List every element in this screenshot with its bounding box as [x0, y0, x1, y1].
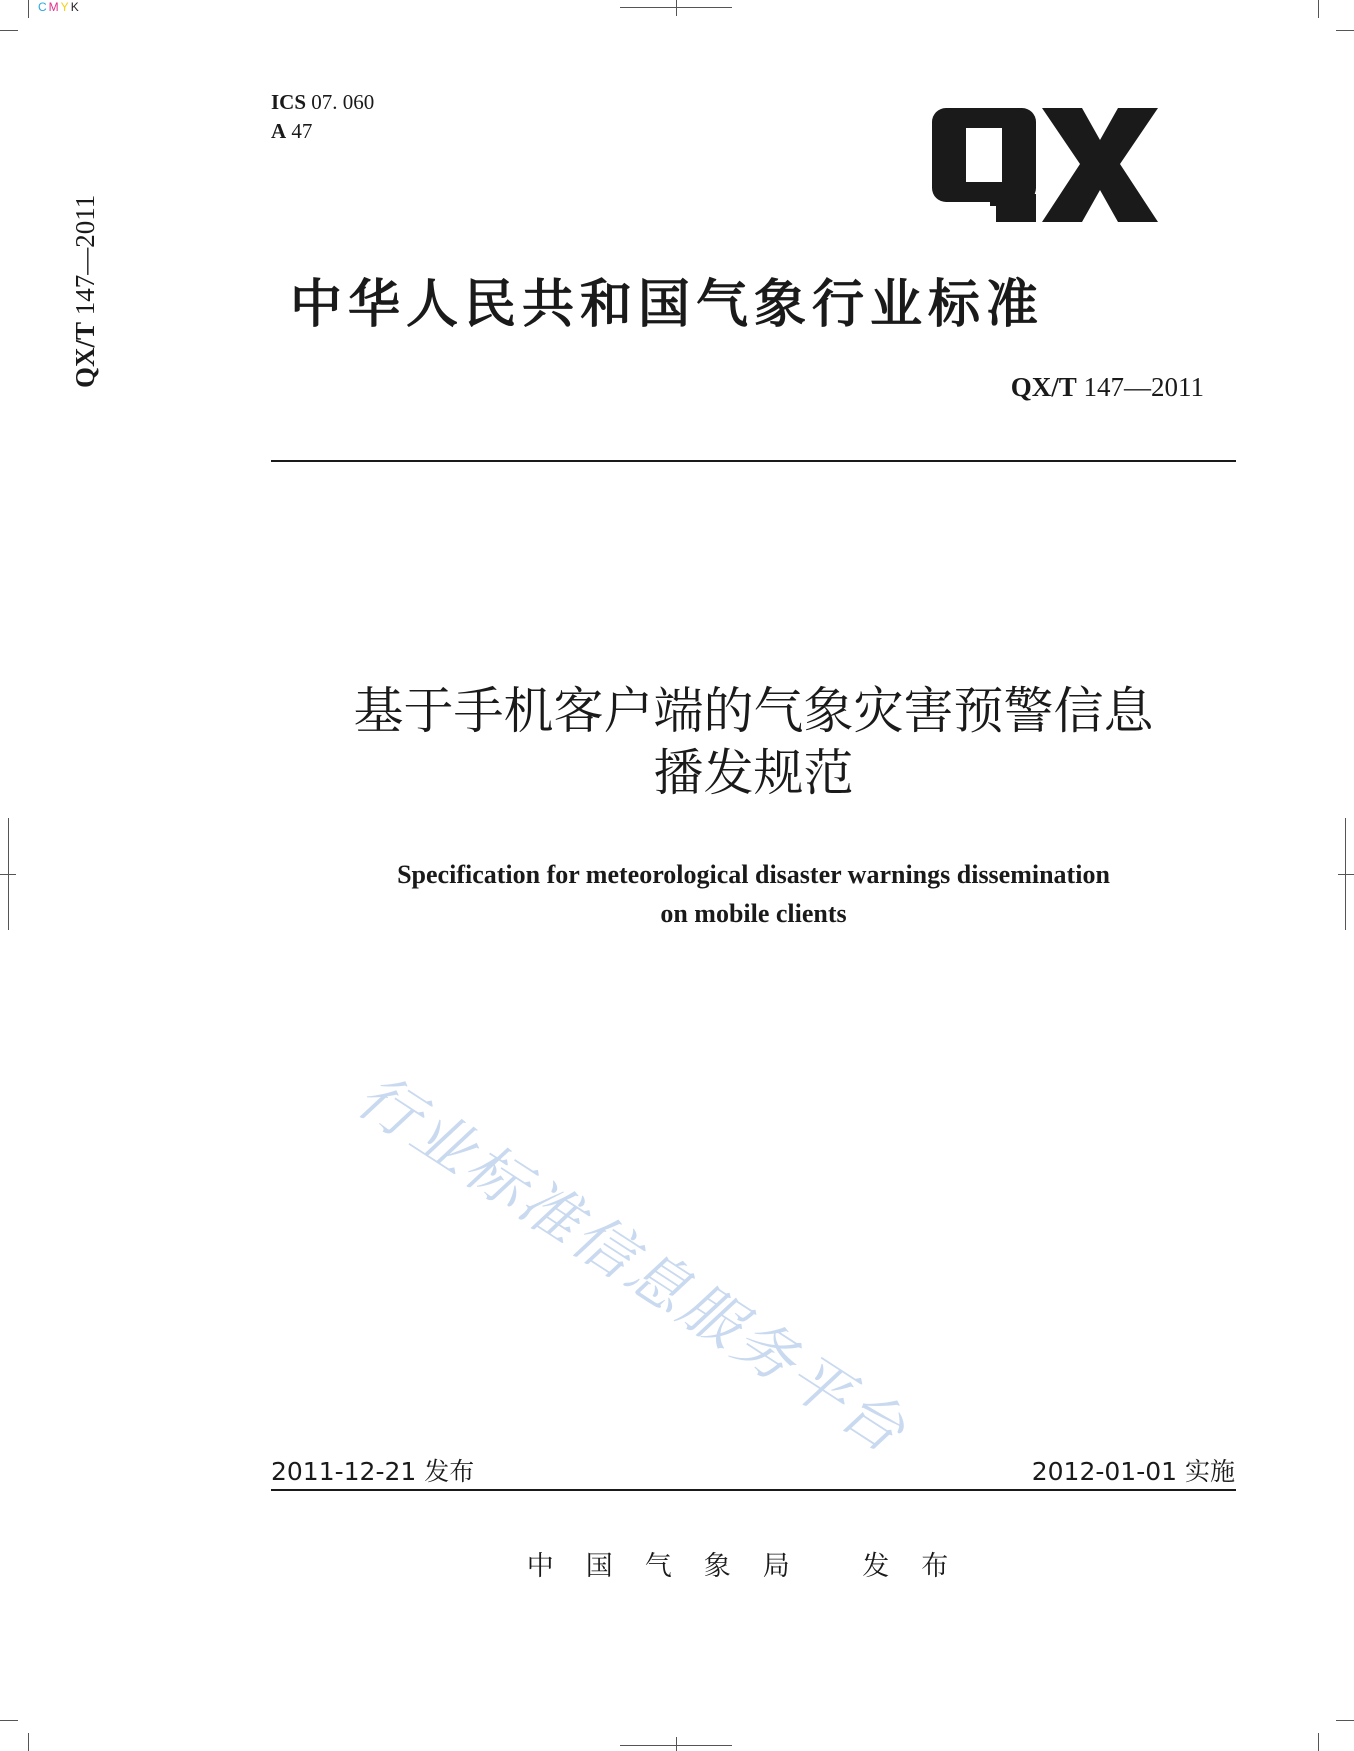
- issue-date: 2011-12-21 发布: [271, 1457, 475, 1486]
- crop-mark: [0, 30, 18, 31]
- category-label: A: [271, 119, 287, 143]
- crop-mark: [1318, 0, 1319, 18]
- cmyk-y: Y: [60, 0, 71, 14]
- standard-code-number: 147—2011: [1083, 372, 1204, 402]
- spine-code: [70, 178, 110, 388]
- effective-date: 2012-01-01 实施: [1031, 1457, 1235, 1486]
- document-title-cn-line2: 播发规范: [653, 744, 854, 802]
- spine-code-number: 147—2011: [70, 194, 100, 316]
- crop-mark: [0, 1720, 18, 1721]
- watermark: 行业标准信息服务平台: [344, 1060, 920, 1469]
- crop-mark: [1336, 30, 1354, 31]
- crop-mark: [1336, 1720, 1354, 1721]
- ics-value: 07. 060: [311, 90, 375, 114]
- document-title-en-line2: on mobile clients: [660, 899, 847, 928]
- cmyk-color-bar: [38, 0, 81, 14]
- crop-mark: [676, 0, 677, 16]
- cmyk-k: K: [70, 0, 81, 14]
- cmyk-m: M: [48, 0, 61, 14]
- crop-mark: [1338, 874, 1354, 875]
- crop-mark: [28, 1733, 29, 1751]
- document-title-en: [271, 855, 1236, 933]
- cmyk-c: C: [38, 0, 49, 14]
- category-value: 47: [291, 119, 313, 143]
- spine-code-prefix: QX/T: [70, 321, 100, 388]
- standard-code: [1011, 372, 1204, 403]
- category-line: [271, 117, 374, 146]
- crop-mark: [676, 1737, 677, 1751]
- document-title-cn-line1: 基于手机客户端的气象灾害预警信息: [353, 682, 1154, 740]
- document-title-en-line1: Specification for meteorological disaster warnings dissemination: [397, 860, 1110, 889]
- ics-label: ICS: [271, 90, 307, 114]
- header-divider: [271, 460, 1236, 462]
- classification-block: [271, 88, 374, 146]
- logo-letter-x: [1042, 108, 1158, 222]
- ics-line: [271, 88, 374, 117]
- standard-code-prefix: QX/T: [1010, 372, 1077, 402]
- logo-letter-q: [932, 108, 1036, 222]
- document-title-cn: [271, 680, 1236, 804]
- crop-mark: [1318, 1733, 1319, 1751]
- standard-category-title: 中华人民共和国气象行业标准: [290, 275, 1045, 335]
- footer-divider: [271, 1489, 1236, 1491]
- qx-logo: [930, 106, 1160, 224]
- crop-mark: [28, 0, 29, 18]
- publisher: 中国气象局 发布: [526, 1551, 981, 1582]
- crop-mark: [0, 874, 16, 875]
